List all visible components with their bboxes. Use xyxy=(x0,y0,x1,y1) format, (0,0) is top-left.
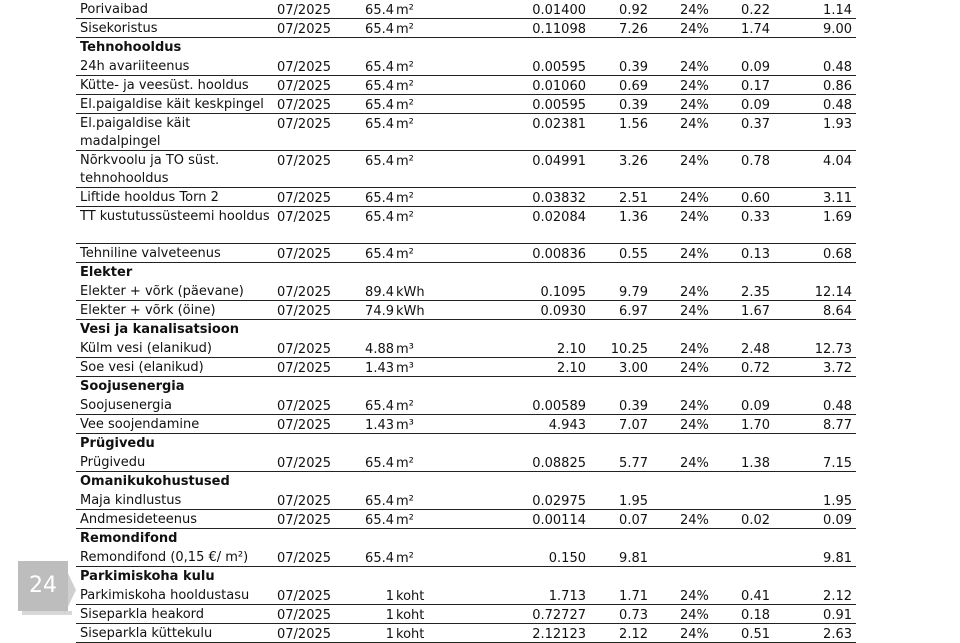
cell-qty: 1 xyxy=(385,627,394,642)
item-name: Nõrkvoolu ja TO süst. tehnohooldus xyxy=(80,153,220,186)
cell-vat: 24% xyxy=(680,210,709,225)
cell-qty: 65.4 xyxy=(365,3,394,18)
cell-unit: m³ xyxy=(396,361,414,376)
cell-rate: 0.150 xyxy=(548,551,586,566)
cell-rate: 0.04991 xyxy=(532,154,586,169)
item-name: Kütte- ja veesüst. hooldus xyxy=(80,78,249,93)
cell-unit: m² xyxy=(396,494,414,509)
cell-period: 07/2025 xyxy=(277,210,332,225)
cell-unit: koht xyxy=(396,608,425,623)
cell-vat: 24% xyxy=(680,247,709,262)
cell-rate: 2.10 xyxy=(557,361,586,376)
cell-vat-sum: 0.78 xyxy=(741,154,770,169)
cell-unit: m³ xyxy=(396,342,414,357)
cell-vat-sum: 0.13 xyxy=(741,247,770,262)
cell-rate: 4.943 xyxy=(548,418,586,433)
table-row xyxy=(76,415,856,434)
cell-vat-sum: 2.35 xyxy=(741,285,770,300)
cell-period: 07/2025 xyxy=(277,247,332,262)
cell-total: 0.48 xyxy=(823,399,852,414)
cell-vat: 24% xyxy=(680,60,709,75)
section-title: Soojusenergia xyxy=(80,379,185,394)
cell-unit: koht xyxy=(396,589,425,604)
cell-net: 7.07 xyxy=(619,418,648,433)
cell-vat-sum: 0.33 xyxy=(741,210,770,225)
section-header-row xyxy=(76,434,856,453)
cell-qty: 65.4 xyxy=(365,191,394,206)
cell-unit: m² xyxy=(396,79,414,94)
item-name: Remondifond (0,15 €/ m²) xyxy=(80,550,249,565)
cell-net: 9.79 xyxy=(619,285,648,300)
cell-period: 07/2025 xyxy=(277,342,332,357)
cell-net: 0.39 xyxy=(619,98,648,113)
cell-total: 4.04 xyxy=(823,154,852,169)
cell-unit: m² xyxy=(396,117,414,132)
cell-period: 07/2025 xyxy=(277,154,332,169)
item-name: El.paigaldise käit keskpingel xyxy=(80,97,264,112)
cell-net: 0.39 xyxy=(619,399,648,414)
section-header-row xyxy=(76,320,856,339)
cell-net: 2.12 xyxy=(619,627,648,642)
cell-qty: 65.4 xyxy=(365,98,394,113)
cell-total: 8.77 xyxy=(823,418,852,433)
section-title: Elekter xyxy=(80,265,133,280)
table-row xyxy=(76,114,856,151)
cell-total: 7.15 xyxy=(823,456,852,471)
item-name: Tehniline valveteenus xyxy=(80,246,221,261)
cell-qty: 65.4 xyxy=(365,210,394,225)
item-name: Siseparkla heakord xyxy=(80,607,205,622)
cell-vat: 24% xyxy=(680,191,709,206)
cell-net: 1.95 xyxy=(619,494,648,509)
section-header-row xyxy=(76,38,856,57)
cell-vat-sum: 1.74 xyxy=(741,22,770,37)
cell-total: 0.86 xyxy=(823,79,852,94)
cell-vat: 24% xyxy=(680,418,709,433)
cell-unit: m² xyxy=(396,399,414,414)
cell-period: 07/2025 xyxy=(277,494,332,509)
cell-qty: 65.4 xyxy=(365,551,394,566)
cell-qty: 74.9 xyxy=(365,304,394,319)
cell-qty: 65.4 xyxy=(365,247,394,262)
cell-period: 07/2025 xyxy=(277,418,332,433)
cell-qty: 4.88 xyxy=(365,342,394,357)
table-row xyxy=(76,57,856,76)
cell-vat: 24% xyxy=(680,399,709,414)
cell-rate: 1.713 xyxy=(548,589,586,604)
cell-unit: kWh xyxy=(396,285,425,300)
cell-rate: 2.10 xyxy=(557,342,586,357)
cell-period: 07/2025 xyxy=(277,117,332,132)
cell-rate: 0.11098 xyxy=(532,22,586,37)
cell-period: 07/2025 xyxy=(277,98,332,113)
cell-rate: 0.01060 xyxy=(532,79,586,94)
cell-total: 0.91 xyxy=(823,608,852,623)
item-name: Andmesideteenus xyxy=(80,512,198,527)
cell-qty: 65.4 xyxy=(365,494,394,509)
table-row xyxy=(76,453,856,472)
item-name: Külm vesi (elanikud) xyxy=(80,341,212,356)
cell-vat: 24% xyxy=(680,285,709,300)
table-row xyxy=(76,282,856,301)
cell-net: 0.39 xyxy=(619,60,648,75)
item-name: Elekter + võrk (öine) xyxy=(80,303,216,318)
cell-net: 1.36 xyxy=(619,210,648,225)
cell-total: 2.12 xyxy=(823,589,852,604)
item-name: El.paigaldise käit madalpingel xyxy=(80,116,191,149)
item-name: Soe vesi (elanikud) xyxy=(80,360,204,375)
item-name: Parkimiskoha hooldustasu xyxy=(80,588,250,603)
cell-unit: m² xyxy=(396,513,414,528)
cell-vat-sum: 0.22 xyxy=(741,3,770,18)
cell-period: 07/2025 xyxy=(277,60,332,75)
cell-vat: 24% xyxy=(680,304,709,319)
cell-vat-sum: 0.41 xyxy=(741,589,770,604)
section-title: Prügivedu xyxy=(80,436,155,451)
cell-rate: 0.72727 xyxy=(532,608,586,623)
item-name: Porivaibad xyxy=(80,2,149,17)
item-name: TT kustutussüsteemi hooldus xyxy=(80,209,270,224)
cell-vat-sum: 1.38 xyxy=(741,456,770,471)
cell-net: 9.81 xyxy=(619,551,648,566)
table-row xyxy=(76,624,856,643)
cell-qty: 89.4 xyxy=(365,285,394,300)
item-name: Soojusenergia xyxy=(80,398,172,413)
cell-vat: 24% xyxy=(680,3,709,18)
table-row xyxy=(76,301,856,320)
section-title: Omanikukohustused xyxy=(80,474,230,489)
cell-vat-sum: 0.72 xyxy=(741,361,770,376)
cell-period: 07/2025 xyxy=(277,399,332,414)
cell-qty: 1 xyxy=(385,608,394,623)
cell-qty: 65.4 xyxy=(365,22,394,37)
section-header-row xyxy=(76,377,856,396)
cell-period: 07/2025 xyxy=(277,304,332,319)
cell-net: 0.73 xyxy=(619,608,648,623)
cell-rate: 0.1095 xyxy=(540,285,586,300)
cell-unit: m² xyxy=(396,191,414,206)
cell-qty: 1 xyxy=(385,589,394,604)
cell-total: 0.48 xyxy=(823,60,852,75)
cell-unit: m² xyxy=(396,210,414,225)
cell-rate: 0.02084 xyxy=(532,210,586,225)
cell-net: 0.55 xyxy=(619,247,648,262)
cell-vat-sum: 1.67 xyxy=(741,304,770,319)
cell-vat-sum: 0.60 xyxy=(741,191,770,206)
cell-total: 3.72 xyxy=(823,361,852,376)
cell-vat: 24% xyxy=(680,456,709,471)
table-row xyxy=(76,207,856,244)
cell-period: 07/2025 xyxy=(277,551,332,566)
cell-vat: 24% xyxy=(680,589,709,604)
cell-net: 1.56 xyxy=(619,117,648,132)
item-name: Siseparkla küttekulu xyxy=(80,626,213,641)
cell-rate: 0.0930 xyxy=(540,304,586,319)
cell-net: 3.26 xyxy=(619,154,648,169)
item-name: Vee soojendamine xyxy=(80,417,200,432)
cell-rate: 0.01400 xyxy=(532,3,586,18)
cell-rate: 0.00589 xyxy=(532,399,586,414)
cell-net: 10.25 xyxy=(610,342,648,357)
cell-total: 1.93 xyxy=(823,117,852,132)
table-row xyxy=(76,95,856,114)
table-row xyxy=(76,510,856,529)
cell-vat: 24% xyxy=(680,79,709,94)
cell-unit: m² xyxy=(396,3,414,18)
cell-vat: 24% xyxy=(680,22,709,37)
section-title: Parkimiskoha kulu xyxy=(80,569,215,584)
cell-qty: 65.4 xyxy=(365,79,394,94)
cell-vat-sum: 0.02 xyxy=(741,513,770,528)
cell-vat-sum: 0.51 xyxy=(741,627,770,642)
table-row xyxy=(76,151,856,188)
cell-period: 07/2025 xyxy=(277,22,332,37)
section-title: Remondifond xyxy=(80,531,178,546)
cell-total: 9.81 xyxy=(823,551,852,566)
cell-total: 1.69 xyxy=(823,210,852,225)
cell-vat-sum: 0.09 xyxy=(741,399,770,414)
cell-rate: 0.08825 xyxy=(532,456,586,471)
cell-period: 07/2025 xyxy=(277,285,332,300)
table-row xyxy=(76,586,856,605)
cell-total: 1.95 xyxy=(823,494,852,509)
cell-vat: 24% xyxy=(680,342,709,357)
item-name: Liftide hooldus Torn 2 xyxy=(80,190,219,205)
cell-vat-sum: 0.17 xyxy=(741,79,770,94)
cell-unit: koht xyxy=(396,627,425,642)
cell-period: 07/2025 xyxy=(277,627,332,642)
cell-unit: m² xyxy=(396,22,414,37)
table-row xyxy=(76,188,856,207)
cell-total: 12.14 xyxy=(814,285,852,300)
cell-net: 5.77 xyxy=(619,456,648,471)
cell-net: 7.26 xyxy=(619,22,648,37)
cell-rate: 0.00595 xyxy=(532,98,586,113)
table-row xyxy=(76,548,856,567)
cell-total: 1.14 xyxy=(823,3,852,18)
cost-table xyxy=(76,0,856,643)
cell-total: 3.11 xyxy=(823,191,852,206)
cell-qty: 1.43 xyxy=(365,361,394,376)
cell-qty: 1.43 xyxy=(365,418,394,433)
cell-total: 8.64 xyxy=(823,304,852,319)
cell-qty: 65.4 xyxy=(365,399,394,414)
item-name: Maja kindlustus xyxy=(80,493,182,508)
cell-vat-sum: 2.48 xyxy=(741,342,770,357)
table-row xyxy=(76,19,856,38)
cell-unit: m² xyxy=(396,456,414,471)
cell-qty: 65.4 xyxy=(365,117,394,132)
cell-unit: m² xyxy=(396,60,414,75)
table-row xyxy=(76,358,856,377)
cell-vat-sum: 0.37 xyxy=(741,117,770,132)
cell-qty: 65.4 xyxy=(365,513,394,528)
cell-total: 12.73 xyxy=(814,342,852,357)
page-number-badge xyxy=(18,561,76,619)
cell-unit: m² xyxy=(396,551,414,566)
table-row xyxy=(76,491,856,510)
section-header-row xyxy=(76,567,856,586)
cell-total: 0.68 xyxy=(823,247,852,262)
cell-vat: 24% xyxy=(680,608,709,623)
cell-vat-sum: 0.09 xyxy=(741,98,770,113)
cell-period: 07/2025 xyxy=(277,589,332,604)
cell-vat: 24% xyxy=(680,513,709,528)
section-header-row xyxy=(76,263,856,282)
cell-unit: m² xyxy=(396,98,414,113)
cell-total: 2.63 xyxy=(823,627,852,642)
cell-net: 0.07 xyxy=(619,513,648,528)
table-row xyxy=(76,339,856,358)
cell-vat: 24% xyxy=(680,361,709,376)
section-title: Vesi ja kanalisatsioon xyxy=(80,322,240,337)
cell-period: 07/2025 xyxy=(277,513,332,528)
cell-period: 07/2025 xyxy=(277,79,332,94)
cell-period: 07/2025 xyxy=(277,191,332,206)
cell-rate: 0.02975 xyxy=(532,494,586,509)
table-row xyxy=(76,0,856,19)
cell-period: 07/2025 xyxy=(277,456,332,471)
cell-vat-sum: 0.18 xyxy=(741,608,770,623)
cell-unit: m² xyxy=(396,154,414,169)
cell-rate: 0.00114 xyxy=(532,513,586,528)
cell-rate: 0.00595 xyxy=(532,60,586,75)
cell-vat: 24% xyxy=(680,117,709,132)
cell-net: 6.97 xyxy=(619,304,648,319)
item-name: Elekter + võrk (päevane) xyxy=(80,284,244,299)
table-row xyxy=(76,396,856,415)
item-name: Sisekoristus xyxy=(80,21,158,36)
cell-vat: 24% xyxy=(680,154,709,169)
page-number: 24 xyxy=(18,561,68,611)
cell-vat-sum: 1.70 xyxy=(741,418,770,433)
item-name: Prügivedu xyxy=(80,455,146,470)
cell-unit: kWh xyxy=(396,304,425,319)
cell-net: 0.92 xyxy=(619,3,648,18)
table-row xyxy=(76,605,856,624)
section-title: Tehnohooldus xyxy=(80,40,182,55)
cell-net: 2.51 xyxy=(619,191,648,206)
cell-rate: 0.00836 xyxy=(532,247,586,262)
section-header-row xyxy=(76,529,856,548)
cell-total: 0.09 xyxy=(823,513,852,528)
cell-net: 1.71 xyxy=(619,589,648,604)
table-row xyxy=(76,244,856,263)
cell-unit: m³ xyxy=(396,418,414,433)
cell-total: 0.48 xyxy=(823,98,852,113)
item-name: 24h avariiteenus xyxy=(80,59,190,74)
cell-unit: m² xyxy=(396,247,414,262)
cell-period: 07/2025 xyxy=(277,608,332,623)
section-header-row xyxy=(76,472,856,491)
cell-period: 07/2025 xyxy=(277,3,332,18)
cell-rate: 2.12123 xyxy=(532,627,586,642)
cell-net: 3.00 xyxy=(619,361,648,376)
cell-qty: 65.4 xyxy=(365,456,394,471)
cell-rate: 0.02381 xyxy=(532,117,586,132)
cell-vat: 24% xyxy=(680,98,709,113)
cell-vat-sum: 0.09 xyxy=(741,60,770,75)
cell-qty: 65.4 xyxy=(365,60,394,75)
cell-total: 9.00 xyxy=(823,22,852,37)
cell-net: 0.69 xyxy=(619,79,648,94)
cell-qty: 65.4 xyxy=(365,154,394,169)
table-row xyxy=(76,76,856,95)
cell-rate: 0.03832 xyxy=(532,191,586,206)
cell-vat: 24% xyxy=(680,627,709,642)
cell-period: 07/2025 xyxy=(277,361,332,376)
